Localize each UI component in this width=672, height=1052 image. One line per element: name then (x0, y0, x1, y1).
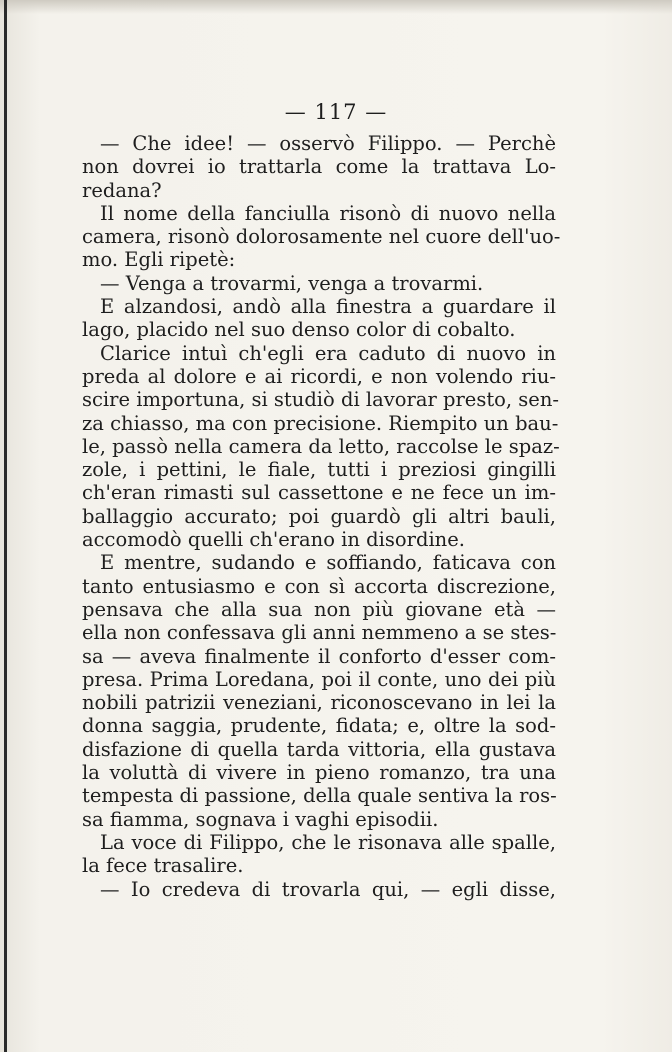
text-line: ballaggio accurato; poi guardò gli altri bauli, (82, 504, 556, 528)
text-line: Clarice intuì ch'egli era caduto di nuovo in (100, 341, 556, 365)
text-line: mo. Egli ripetè: (82, 248, 236, 272)
text-line: camera, risonò dolorosamente nel cuore dell'uo- (82, 225, 561, 249)
text-line: pensava che alla sua non più giovane età — (82, 597, 556, 621)
text-line: za chiasso, ma con precisione. Riempito un bau- (82, 411, 559, 435)
text-line: la voluttà di vivere in pieno romanzo, tra una (82, 761, 556, 785)
text-line: donna saggia, prudente, fidata; e, oltre la sod- (82, 714, 556, 738)
text-line: le, passò nella camera da letto, raccolse le spaz- (82, 434, 560, 458)
text-line: — Io credeva di trovarla qui, — egli disse, (100, 877, 556, 901)
text-line: non dovrei io trattarla come la trattava Lo- (82, 155, 556, 179)
text-line: disfazione di quella tarda vittoria, ella gustava (82, 737, 556, 761)
text-line: E mentre, sudando e soffiando, faticava con (100, 551, 556, 575)
page-binding-edge (4, 0, 7, 1052)
text-line: nobili patrizii veneziani, riconoscevano in lei la (82, 691, 556, 715)
text-line: zole, i pettini, le fiale, tutti i preziosi gingilli (82, 458, 556, 482)
text-line: ella non confessava gli anni nemmeno a se stes- (82, 621, 557, 645)
text-line: presa. Prima Loredana, poi il conte, uno dei più (82, 667, 556, 691)
text-line: La voce di Filippo, che le risonava alle spalle, (100, 830, 556, 854)
text-line: ch'eran rimasti sul cassettone e ne fece un im- (82, 481, 556, 505)
text-line: tempesta di passione, della quale sentiva la ros- (82, 784, 557, 808)
page-number: — 117 — (284, 100, 388, 124)
text-line: E alzandosi, andò alla finestra a guardare il (100, 295, 556, 319)
text-line: tanto entusiasmo e con sì accorta discrezione, (82, 574, 556, 598)
text-line: preda al dolore e ai ricordi, e non volendo riu- (82, 364, 556, 388)
text-line: la fece trasalire. (82, 854, 244, 878)
text-line: sa — aveva finalmente il conforto d'esser com- (82, 644, 556, 668)
text-line: — Che idee! — osservò Filippo. — Perchè (100, 132, 556, 155)
page-top-shadow (0, 0, 672, 14)
text-line: redana? (82, 178, 162, 202)
text-line: — Venga a trovarmi, venga a trovarmi. (100, 271, 484, 295)
text-line: sa fiamma, sognava i vaghi episodii. (82, 807, 439, 831)
body-text (82, 132, 561, 901)
text-line: lago, placido nel suo denso color di cobalto. (82, 318, 516, 342)
text-line: scire importuna, si studiò di lavorar presto, sen- (82, 388, 559, 412)
text-line: Il nome della fanciulla risonò di nuovo nella (100, 201, 556, 225)
text-line: accomodò quelli ch'erano in disordine. (82, 528, 465, 552)
